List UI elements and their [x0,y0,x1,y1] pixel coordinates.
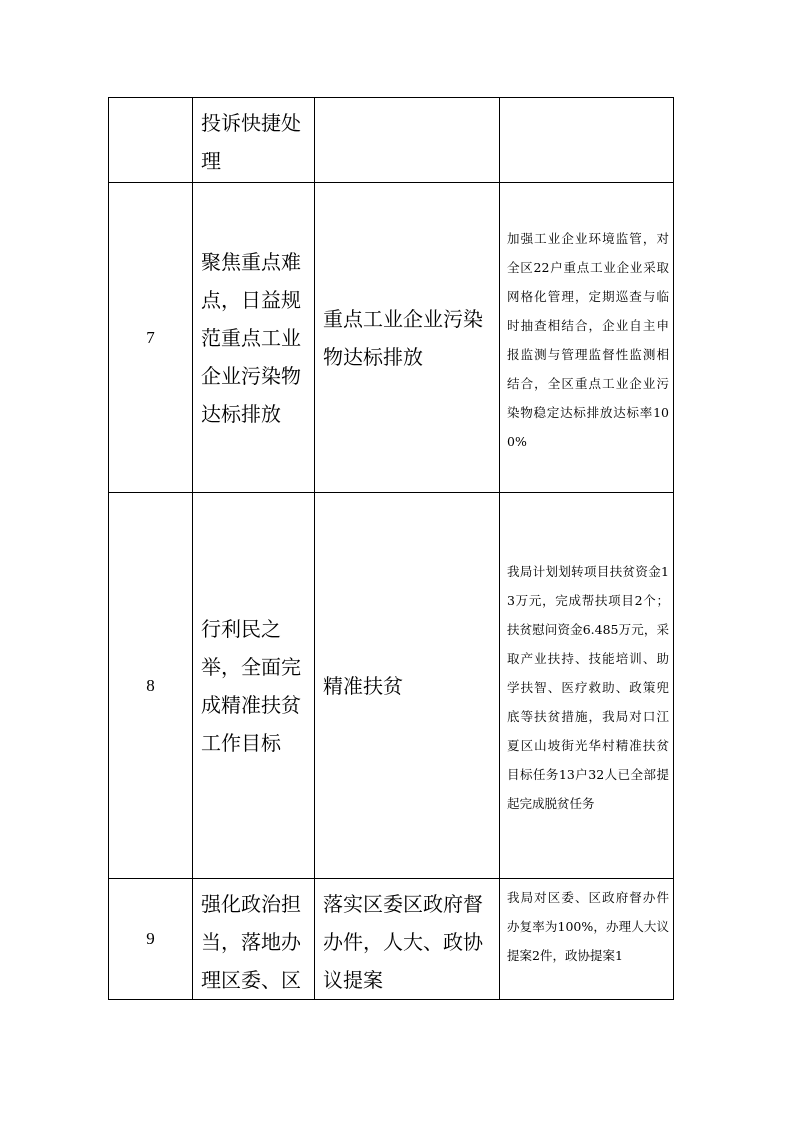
row-number: 8 [109,493,193,879]
task-item-cell [315,493,500,879]
task-title: 聚焦重点难点，日益规范重点工业企业污染物达标排放 [201,249,301,426]
task-detail-cell [500,879,674,1000]
task-title-cell [193,879,315,1000]
table-row [109,98,674,183]
task-title-cell [193,493,315,879]
task-detail-cell [500,98,674,183]
task-title: 投诉快捷处理 [201,111,301,173]
task-title: 行利民之举，全面完成精准扶贫工作目标 [201,616,301,755]
task-item: 重点工业企业污染物达标排放 [323,306,483,369]
task-title-cell [193,183,315,493]
task-title-cell [193,98,315,183]
table-row [109,493,674,879]
table-row [109,183,674,493]
row-number: 7 [109,183,193,493]
task-item: 落实区委区政府督办件，人大、政协议提案 [323,892,483,992]
task-item-cell [315,98,500,183]
task-item: 精准扶贫 [323,673,403,698]
task-item-cell [315,183,500,493]
task-detail-cell [500,493,674,879]
task-detail-cell [500,183,674,493]
task-title: 强化政治担当，落地办理区委、区 [201,892,301,992]
task-item [315,138,499,142]
task-detail: 我局对区委、区政府督办件办复率为100%，办理人大议提案2件，政协提案1 [507,890,669,963]
table-row [109,879,674,1000]
task-detail: 加强工业企业环境监管，对全区22户重点工业企业采取网格化管理，定期巡查与临时抽查相结合，企业自主申报监测与管理监督性监测相结合，全区重点工业企业污染物稳定达标排放达标率100% [507,230,669,449]
task-detail: 我局计划划转项目扶贫资金13万元，完成帮扶项目2个；扶贫慰问资金6.485万元，采取产业扶持、技能培训、助学扶智、医疗救助、政策兜底等扶贫措施，我局对口江夏区山坡街光华村精准扶贫目标任务13户32人已全部提起完成脱贫任务 [507,564,669,811]
task-item-cell [315,879,500,1000]
row-number: 9 [109,879,193,1000]
work-summary-table [108,97,674,1000]
row-number [109,98,193,183]
